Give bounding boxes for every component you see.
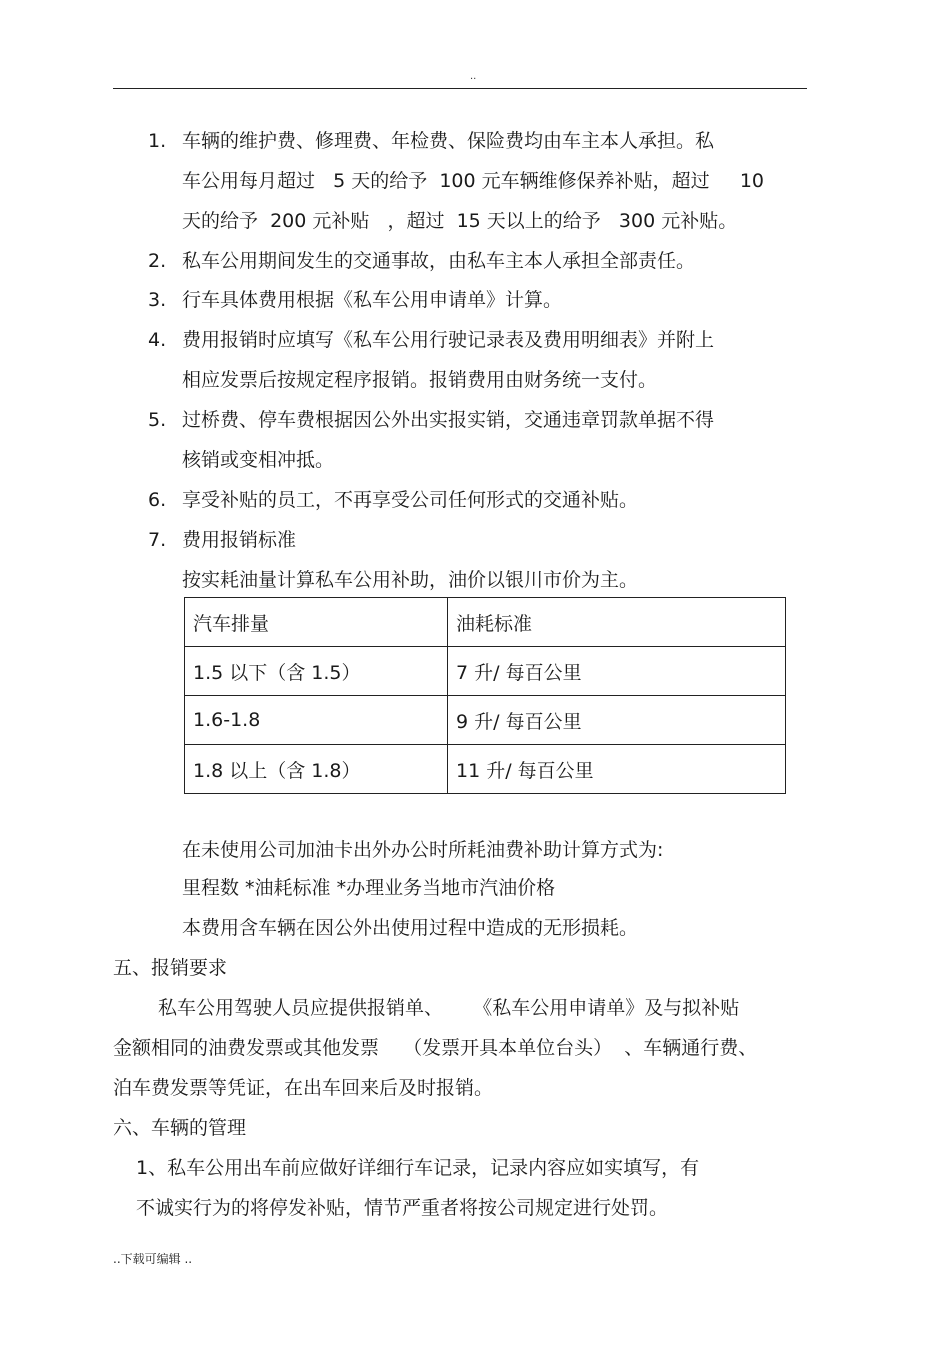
fuel-standard-table bbox=[184, 597, 786, 794]
item-number: 2. bbox=[148, 250, 167, 272]
footer-note: ..下载可编辑 .. bbox=[113, 1252, 193, 1266]
table-header-row bbox=[185, 598, 786, 647]
item-text: 过桥费、停车费根据因公外出实报实销，交通违章罚款单据不得 bbox=[182, 409, 715, 431]
table-row bbox=[185, 696, 786, 745]
formula-intro: 在未使用公司加油卡出外办公时所耗油费补助计算方式为: bbox=[182, 839, 664, 861]
item-text: 费用报销标准 bbox=[182, 529, 297, 551]
table-cell: 1.5 以下（含 1.5） bbox=[185, 647, 448, 696]
item-number: 4. bbox=[148, 329, 167, 351]
item-text: 私车公用期间发生的交通事故，由私车主本人承担全部责任。 bbox=[182, 250, 696, 272]
item-text: 核销或变相冲抵。 bbox=[182, 449, 335, 471]
item-text: 费用报销时应填写《私车公用行驶记录表及费用明细表》并附上 bbox=[182, 329, 715, 351]
formula: 里程数 *油耗标准 *办理业务当地市汽油价格 bbox=[182, 877, 556, 899]
table-cell: 7 升/ 每百公里 bbox=[448, 647, 786, 696]
item-text: 行车具体费用根据《私车公用申请单》计算。 bbox=[182, 289, 563, 311]
table-cell: 1.8 以上（含 1.8） bbox=[185, 745, 448, 794]
table-row bbox=[185, 647, 786, 696]
item-number: 5. bbox=[148, 409, 167, 431]
table-cell: 9 升/ 每百公里 bbox=[448, 696, 786, 745]
paragraph-line: 私车公用驾驶人员应提供报销单、 《私车公用申请单》及与拟补贴 bbox=[158, 997, 740, 1019]
item-number: 1. bbox=[148, 130, 167, 152]
table-header-cell: 油耗标准 bbox=[448, 598, 786, 647]
section-heading: 六、车辆的管理 bbox=[113, 1117, 247, 1139]
table-cell: 11 升/ 每百公里 bbox=[448, 745, 786, 794]
paragraph-line: 不诚实行为的将停发补贴，情节严重者将按公司规定进行处罚。 bbox=[136, 1197, 669, 1219]
table-row bbox=[185, 745, 786, 794]
item-text: 车公用每月超过 5 天的给予 100 元车辆维修保养补贴，超过 10 bbox=[182, 170, 765, 192]
paragraph-line: 金额相同的油费发票或其他发票 （发票开具本单位台头） 、车辆通行费、 bbox=[113, 1037, 758, 1059]
table-intro: 按实耗油量计算私车公用补助，油价以银川市价为主。 bbox=[182, 569, 639, 591]
item-text: 车辆的维护费、修理费、年检费、保险费均由车主本人承担。私 bbox=[182, 130, 715, 152]
item-text: 天的给予 200 元补贴 ，超过 15 天以上的给予 300 元补贴。 bbox=[182, 210, 738, 232]
header-mark: .. bbox=[470, 71, 477, 82]
paragraph-line: 泊车费发票等凭证，在出车回来后及时报销。 bbox=[113, 1077, 494, 1099]
item-number: 6. bbox=[148, 489, 167, 511]
item-text: 享受补贴的员工，不再享受公司任何形式的交通补贴。 bbox=[182, 489, 639, 511]
section-heading: 五、报销要求 bbox=[113, 957, 228, 979]
table-header-cell: 汽车排量 bbox=[185, 598, 448, 647]
item-number: 3. bbox=[148, 289, 167, 311]
header-rule bbox=[113, 88, 807, 89]
item-number: 7. bbox=[148, 529, 167, 551]
paragraph-line: 1、私车公用出车前应做好详细行车记录，记录内容应如实填写，有 bbox=[136, 1157, 700, 1179]
formula-note: 本费用含车辆在因公外出使用过程中造成的无形损耗。 bbox=[182, 917, 639, 939]
table-cell: 1.6-1.8 bbox=[185, 696, 448, 745]
item-text: 相应发票后按规定程序报销。报销费用由财务统一支付。 bbox=[182, 369, 658, 391]
